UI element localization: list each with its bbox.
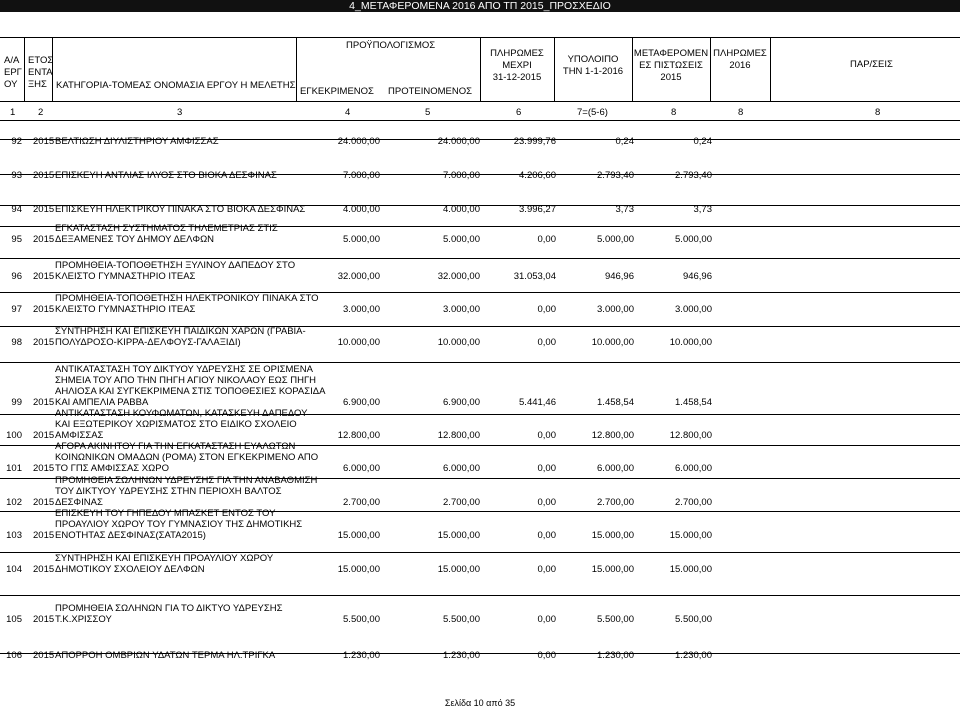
- row-year: 2015: [33, 304, 55, 315]
- row-approved: 15.000,00: [337, 564, 380, 575]
- row-transfer: 1.458,54: [675, 397, 712, 408]
- row-number: 97: [11, 304, 22, 315]
- row-description: ΠΡΟΜΗΘΕΙΑ ΣΩΛΗΝΩΝ ΓΙΑ ΤΟ ΔΙΚΤΥΟ ΥΔΡΕΥΣΗΣ Τ.Κ.ΧΡΙΣΣΟΥ: [55, 603, 283, 625]
- row-proposed: 24.000,00: [437, 136, 480, 147]
- window-title: 4_ΜΕΤΑΦΕΡΟΜΕΝΑ 2016 ΑΠΟ ΤΠ 2015_ΠΡΟΣΧΕΔΙΟ: [0, 0, 960, 12]
- row-year: 2015: [33, 564, 55, 575]
- row-description: ΕΠΙΣΚΕΥΗ ΤΟΥ ΓΗΠΕΔΟΥ ΜΠΑΣΚΕΤ ΕΝΤΟΣ ΤΟΥ ΠΡΟΑΥΛΙΟΥ ΧΩΡΟΥ ΤΟΥ ΓΥΜΝΑΣΙΟΥ ΤΗΣ ΔΗΜΟΤΙΚΗΣ ΕΝΟΤΗΤΑΣ ΔΕΣΦΙΝΑΣ(ΣΑΤΑ2015): [55, 508, 303, 541]
- row-transfer: 946,96: [682, 271, 712, 282]
- row-paid: 23.999,76: [513, 136, 556, 147]
- page-footer: Σελίδα 10 από 35: [444, 698, 516, 708]
- colnum: 3: [177, 107, 183, 118]
- row-description: ΕΠΙΣΚΕΥΗ ΑΝΤΛΙΑΣ ΙΛΥΟΣ ΣΤΟ ΒΙΟΚΑ ΔΕΣΦΙΝΑΣ: [55, 170, 277, 181]
- row-year: 2015: [33, 650, 55, 661]
- row-description: ΑΝΤΙΚΑΤΑΣΤΑΣΗ ΤΟΥ ΔΙΚΤΥΟΥ ΥΔΡΕΥΣΗΣ ΣΕ ΟΡΙΣΜΕΝΑ ΣΗΜΕΙΑ ΤΟΥ ΑΠΟ ΤΗΝ ΠΗΓΗ ΑΓΙΟΥ ΝΙΚΟΛΑΟΥ ΕΩΣ ΠΗΓΗ ΑΗΛΙΟΣΑ ΚΑΙ ΣΥΓΚΕΚΡΙΜΕΝΑ ΣΤΙΣ ΤΟΠΟΘΕΣΙΕΣ ΚΟΡΑΣΙΔΑ ΚΑΙ ΑΜΠΕΛΙΑ ΡΑΒΒΑ: [55, 364, 325, 408]
- row-description: ΠΡΟΜΗΘΕΙΑ-ΤΟΠΟΘΕΤΗΣΗ ΗΛΕΚΤΡΟΝΙΚΟΥ ΠΙΝΑΚΑ ΣΤΟ ΚΛΕΙΣΤΟ ΓΥΜΝΑΣΤΗΡΙΟ ΙΤΕΑΣ: [55, 293, 319, 315]
- header-proposed: ΠΡΟΤΕΙΝΟΜΕΝΟΣ: [388, 86, 472, 97]
- row-approved: 15.000,00: [337, 530, 380, 541]
- row-number: 99: [11, 397, 22, 408]
- row-separator: [0, 362, 960, 363]
- row-year: 2015: [33, 430, 55, 441]
- row-rest: 3.000,00: [597, 304, 634, 315]
- row-rest: 5.000,00: [597, 234, 634, 245]
- row-paid: 5.441,46: [519, 397, 556, 408]
- row-paid: 0,00: [537, 337, 556, 348]
- header-transferred: ΜΕΤΑΦΕΡΟΜΕΝ ΕΣ ΠΙΣΤΩΣΕΙΣ 2015: [633, 48, 709, 83]
- header-category: ΚΑΤΗΓΟΡΙΑ-ΤΟΜΕΑΣ ΟΝΟΜΑΣΙΑ ΕΡΓΟΥ Η ΜΕΛΕΤΗΣ: [56, 80, 296, 91]
- row-number: 94: [11, 204, 22, 215]
- row-approved: 32.000,00: [337, 271, 380, 282]
- header-divider: [554, 37, 555, 101]
- header-divider: [24, 37, 25, 101]
- row-rest: 0,24: [615, 136, 634, 147]
- row-rest: 2.700,00: [597, 497, 634, 508]
- colnum-bottom-line: [0, 120, 960, 121]
- row-year: 2015: [33, 463, 55, 474]
- row-transfer: 5.000,00: [675, 234, 712, 245]
- row-proposed: 4.000,00: [443, 204, 480, 215]
- row-transfer: 1.230,00: [675, 650, 712, 661]
- row-paid: 0,00: [537, 304, 556, 315]
- row-proposed: 6.000,00: [443, 463, 480, 474]
- row-separator: [0, 595, 960, 596]
- row-rest: 10.000,00: [591, 337, 634, 348]
- colnum: 6: [516, 107, 522, 118]
- row-separator: [0, 258, 960, 259]
- row-paid: 0,00: [537, 497, 556, 508]
- colnum: 8: [738, 107, 744, 118]
- row-transfer: 0,24: [693, 136, 712, 147]
- row-paid: 0,00: [537, 564, 556, 575]
- header-notes: ΠΑΡ/ΣΕΙΣ: [850, 59, 893, 70]
- row-year: 2015: [33, 170, 55, 181]
- row-description: ΕΓΚΑΤΑΣΤΑΣΗ ΣΥΣΤΗΜΑΤΟΣ ΤΗΛΕΜΕΤΡΙΑΣ ΣΤΙΣ ΔΕΞΑΜΕΝΕΣ ΤΟΥ ΔΗΜΟΥ ΔΕΛΦΩΝ: [55, 223, 278, 245]
- row-number: 98: [11, 337, 22, 348]
- row-number: 105: [6, 614, 22, 625]
- header-year: ΕΤΟΣ ΕΝΤΑ ΞΗΣ: [28, 55, 54, 90]
- row-paid: 0,00: [537, 530, 556, 541]
- row-description: ΣΥΝΤΗΡΗΣΗ ΚΑΙ ΕΠΙΣΚΕΥΗ ΠΑΙΔΙΚΩΝ ΧΑΡΩΝ (ΓΡΑΒΙΑ-ΠΟΛΥΔΡΟΣΟ-ΚΙΡΡΑ-ΔΕΛΦΟΥΣ-ΓΑΛΑΞΙΔΙ): [55, 326, 306, 348]
- row-paid: 31.053,04: [513, 271, 556, 282]
- row-description: ΑΝΤΙΚΑΤΑΣΤΑΣΗ ΚΟΥΦΩΜΑΤΩΝ, ΚΑΤΑΣΚΕΥΗ ΔΑΠΕΔΟΥ ΚΑΙ ΕΞΩΤΕΡΙΚΟΥ ΧΩΡΙΣΜΑΤΟΣ ΣΤΟ ΕΙΔΙΚΟ ΣΧΟΛΕΙΟ ΑΜΦΙΣΣΑΣ: [55, 408, 308, 441]
- colnum: 7=(5-6): [577, 107, 608, 118]
- row-number: 106: [6, 650, 22, 661]
- row-rest: 5.500,00: [597, 614, 634, 625]
- row-transfer: 6.000,00: [675, 463, 712, 474]
- header-pay2016: ΠΛΗΡΩΜΕΣ 2016: [713, 48, 767, 71]
- row-year: 2015: [33, 397, 55, 408]
- row-proposed: 7.000,00: [443, 170, 480, 181]
- row-rest: 2.793,40: [597, 170, 634, 181]
- row-approved: 3.000,00: [343, 304, 380, 315]
- header-budget: ΠΡΟΫΠΟΛΟΓΙΣΜΟΣ: [346, 40, 436, 51]
- header-divider: [480, 37, 481, 101]
- row-year: 2015: [33, 530, 55, 541]
- row-paid: 0,00: [537, 463, 556, 474]
- row-year: 2015: [33, 204, 55, 215]
- row-year: 2015: [33, 337, 55, 348]
- row-rest: 1.230,00: [597, 650, 634, 661]
- header-approved: ΕΓΚΕΚΡΙΜΕΝΟΣ: [300, 86, 374, 97]
- row-paid: 0,00: [537, 430, 556, 441]
- row-approved: 12.800,00: [337, 430, 380, 441]
- row-number: 96: [11, 271, 22, 282]
- row-year: 2015: [33, 234, 55, 245]
- row-approved: 10.000,00: [337, 337, 380, 348]
- row-proposed: 1.230,00: [443, 650, 480, 661]
- row-description: ΒΕΛΤΙΩΣΗ ΔΙΥΛΙΣΤΗΡΙΟΥ ΑΜΦΙΣΣΑΣ: [55, 136, 219, 147]
- row-number: 102: [6, 497, 22, 508]
- row-year: 2015: [33, 136, 55, 147]
- row-year: 2015: [33, 614, 55, 625]
- row-transfer: 3.000,00: [675, 304, 712, 315]
- row-rest: 1.458,54: [597, 397, 634, 408]
- row-number: 92: [11, 136, 22, 147]
- row-year: 2015: [33, 271, 55, 282]
- row-number: 101: [6, 463, 22, 474]
- row-approved: 6.900,00: [343, 397, 380, 408]
- row-paid: 4.206,60: [519, 170, 556, 181]
- row-proposed: 10.000,00: [437, 337, 480, 348]
- colnum: 2: [38, 107, 44, 118]
- row-approved: 4.000,00: [343, 204, 380, 215]
- row-paid: 3.996,27: [519, 204, 556, 215]
- row-number: 100: [6, 430, 22, 441]
- row-approved: 2.700,00: [343, 497, 380, 508]
- row-rest: 15.000,00: [591, 564, 634, 575]
- colnum: 1: [10, 107, 16, 118]
- row-approved: 1.230,00: [343, 650, 380, 661]
- row-approved: 24.000,00: [337, 136, 380, 147]
- header-aa: Α/Α ΕΡΓ ΟΥ: [4, 55, 22, 90]
- row-rest: 15.000,00: [591, 530, 634, 541]
- row-transfer: 3,73: [693, 204, 712, 215]
- row-transfer: 5.500,00: [675, 614, 712, 625]
- header-remaining: ΥΠΟΛΟΙΠΟ ΤΗΝ 1-1-2016: [562, 54, 624, 77]
- row-approved: 5.000,00: [343, 234, 380, 245]
- header-divider: [296, 37, 297, 101]
- row-proposed: 6.900,00: [443, 397, 480, 408]
- row-description: ΑΓΟΡΑ ΑΚΙΝΗΤΟΥ ΓΙΑ ΤΗΝ ΕΓΚΑΤΑΣΤΑΣΗ ΕΥΑΛΩΤΩΝ ΚΟΙΝΩΝΙΚΩΝ ΟΜΑΔΩΝ (ΡΟΜΑ) ΣΤΟΝ ΕΓΚΕΚΡΙΜΕΝΟ ΑΠΟ ΤΟ ΓΠΣ ΑΜΦΙΣΣΑΣ ΧΩΡΟ: [55, 441, 319, 474]
- row-rest: 946,96: [604, 271, 634, 282]
- colnum: 5: [425, 107, 431, 118]
- row-transfer: 2.793,40: [675, 170, 712, 181]
- row-proposed: 15.000,00: [437, 530, 480, 541]
- row-rest: 3,73: [615, 204, 634, 215]
- row-paid: 0,00: [537, 234, 556, 245]
- row-number: 103: [6, 530, 22, 541]
- colnum: 8: [671, 107, 677, 118]
- row-description: ΕΠΙΣΚΕΥΗ ΗΛΕΚΤΡΙΚΟΥ ΠΙΝΑΚΑ ΣΤΟ ΒΙΟΚΑ ΔΕΣΦΙΝΑΣ: [55, 204, 306, 215]
- row-transfer: 10.000,00: [669, 337, 712, 348]
- row-proposed: 5.500,00: [443, 614, 480, 625]
- header-paid: ΠΛΗΡΩΜΕΣ ΜΕΧΡΙ 31-12-2015: [490, 48, 544, 83]
- row-transfer: 15.000,00: [669, 564, 712, 575]
- header-divider: [770, 37, 771, 101]
- row-transfer: 12.800,00: [669, 430, 712, 441]
- row-approved: 7.000,00: [343, 170, 380, 181]
- row-paid: 0,00: [537, 650, 556, 661]
- row-proposed: 2.700,00: [443, 497, 480, 508]
- header-bottom-line: [0, 101, 960, 102]
- row-description: ΠΡΟΜΗΘΕΙΑ ΣΩΛΗΝΩΝ ΥΔΡΕΥΣΗΣ ΓΙΑ ΤΗΝ ΑΝΑΒΑΘΜΙΣΗ ΤΟΥ ΔΙΚΤΥΟΥ ΥΔΡΕΥΣΗΣ ΣΤΗΝ ΠΕΡΙΟΧΗ ΒΑΛΤΟΣ ΔΕΣΦΙΝΑΣ: [55, 475, 318, 508]
- row-proposed: 12.800,00: [437, 430, 480, 441]
- row-year: 2015: [33, 497, 55, 508]
- row-approved: 5.500,00: [343, 614, 380, 625]
- row-description: ΑΠΟΡΡΟΗ ΟΜΒΡΙΩΝ ΥΔΑΤΩΝ ΤΕΡΜΑ ΗΛ.ΤΡΙΓΚΑ: [55, 650, 276, 661]
- row-description: ΣΥΝΤΗΡΗΣΗ ΚΑΙ ΕΠΙΣΚΕΥΗ ΠΡΟΑΥΛΙΟΥ ΧΩΡΟΥ ΔΗΜΟΤΙΚΟΥ ΣΧΟΛΕΙΟΥ ΔΕΛΦΩΝ: [55, 553, 274, 575]
- colnum: 4: [345, 107, 351, 118]
- row-number: 104: [6, 564, 22, 575]
- row-paid: 0,00: [537, 614, 556, 625]
- row-rest: 6.000,00: [597, 463, 634, 474]
- row-proposed: 15.000,00: [437, 564, 480, 575]
- row-transfer: 2.700,00: [675, 497, 712, 508]
- row-transfer: 15.000,00: [669, 530, 712, 541]
- row-proposed: 5.000,00: [443, 234, 480, 245]
- row-rest: 12.800,00: [591, 430, 634, 441]
- row-description: ΠΡΟΜΗΘΕΙΑ-ΤΟΠΟΘΕΤΗΣΗ ΞΥΛΙΝΟΥ ΔΑΠΕΔΟΥ ΣΤΟ ΚΛΕΙΣΤΟ ΓΥΜΝΑΣΤΗΡΙΟ ΙΤΕΑΣ: [55, 260, 296, 282]
- colnum: 8: [875, 107, 881, 118]
- row-number: 95: [11, 234, 22, 245]
- row-proposed: 3.000,00: [443, 304, 480, 315]
- row-approved: 6.000,00: [343, 463, 380, 474]
- row-proposed: 32.000,00: [437, 271, 480, 282]
- row-number: 93: [11, 170, 22, 181]
